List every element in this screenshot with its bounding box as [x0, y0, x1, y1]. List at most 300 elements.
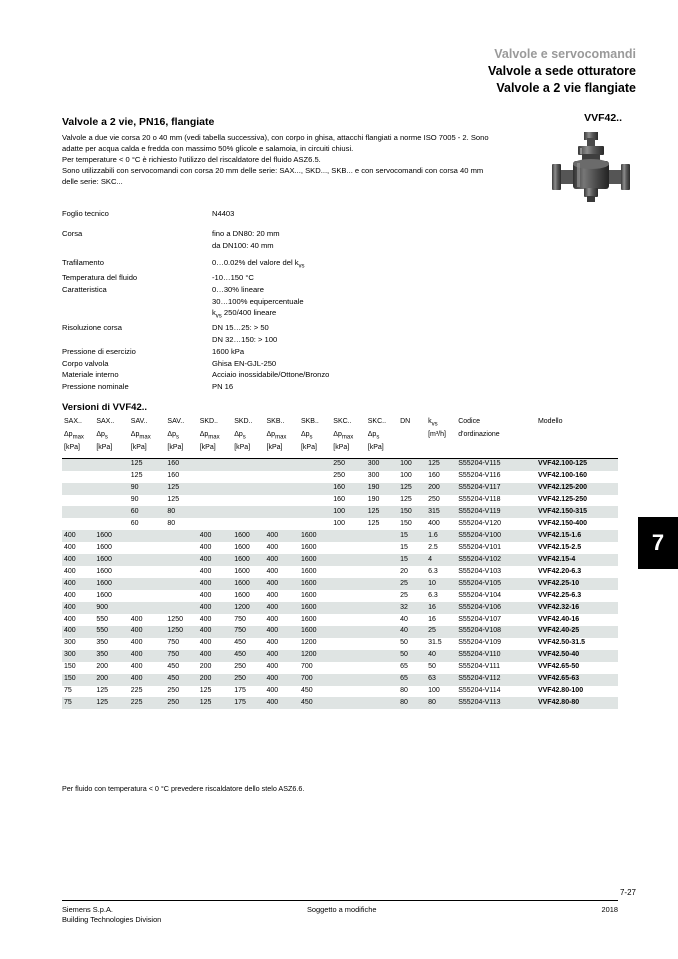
table-cell: 125 — [129, 458, 166, 470]
table-cell — [62, 495, 94, 507]
table-cell: 450 — [299, 697, 331, 709]
table-cell — [129, 554, 166, 566]
footer-year: 2018 — [601, 905, 618, 914]
table-cell: 400 — [130, 663, 143, 671]
table-cell: 100 — [400, 472, 412, 480]
col-sub-model — [536, 431, 618, 444]
table-cell: S55204-V110 — [456, 650, 536, 662]
table-cell: S55204-V103 — [458, 567, 502, 575]
table-cell: 75 — [64, 687, 72, 695]
table-cell — [366, 602, 398, 614]
col-unit-12 — [456, 444, 536, 455]
table-cell: 40 — [400, 615, 408, 623]
table-cell — [94, 471, 128, 483]
table-cell: 65 — [398, 674, 426, 686]
table-cell: 400 — [130, 615, 143, 623]
table-cell: S55204-V106 — [456, 602, 536, 614]
table-cell — [94, 458, 128, 470]
table-cell: 80 — [426, 697, 456, 709]
table-cell: 750 — [167, 639, 180, 647]
table-cell: 190 — [366, 483, 398, 495]
col-header-skb-dpmax-name: SKB.. — [266, 418, 285, 425]
section-title-row — [62, 112, 622, 130]
spec-value: fino a DN80: 20 mm — [212, 228, 280, 238]
table-cell — [366, 530, 398, 542]
col-unit-1: [kPa] — [96, 443, 113, 451]
table-cell: VVF42.25-6.3 — [537, 591, 582, 599]
col-header-code: Codice — [458, 418, 481, 425]
table-cell: 400 — [64, 543, 76, 551]
table-cell: 80 — [167, 520, 176, 527]
table-cell — [299, 506, 331, 518]
table-cell — [129, 590, 166, 602]
table-row — [62, 578, 618, 590]
table-row — [62, 530, 618, 542]
table-header-row-unit — [62, 444, 618, 455]
table-cell: 350 — [96, 639, 108, 647]
table-cell — [198, 495, 232, 507]
col-sub-skb-dpmax: $\Delta p_{max}$ — [266, 430, 287, 441]
spec-value: 30…100% equipercentuale — [212, 296, 304, 306]
table-cell: S55204-V120 — [458, 520, 502, 527]
table-cell: S55204-V119 — [456, 506, 536, 518]
spec-label: Pressione nominale — [62, 382, 129, 392]
table-cell — [331, 650, 365, 662]
table-cell: VVF42.100-125 — [536, 458, 618, 470]
table-cell — [265, 458, 299, 470]
col-sub-code: d'ordinazione — [458, 430, 500, 438]
table-cell — [265, 518, 299, 530]
table-cell: 1600 — [96, 591, 112, 599]
table-cell: 6.3 — [428, 591, 438, 599]
header-title: Valvole a 2 vie flangiate — [496, 80, 636, 95]
table-cell — [366, 554, 398, 566]
table-cell — [232, 483, 264, 495]
table-cell: 400 — [199, 543, 212, 551]
table-cell — [331, 614, 365, 626]
spec-value: PN 16 — [212, 382, 234, 392]
table-cell: 300 — [367, 472, 380, 480]
col-sub-skc-dpmax: $\Delta p_{max}$ — [333, 430, 354, 441]
table-cell: 200 — [94, 674, 128, 686]
table-header-row-symbol — [62, 431, 618, 444]
table-cell: S55204-V104 — [458, 591, 502, 599]
chapter-tab: 7 — [638, 517, 678, 569]
table-cell: 400 — [198, 626, 232, 638]
col-header-skd-dps-name: SKD.. — [234, 418, 253, 425]
header-category: Valvole e servocomandi — [494, 47, 636, 61]
col-sub-skd-dps: $\Delta p_s$ — [234, 430, 246, 441]
table-cell: 400 — [198, 578, 232, 590]
table-cell: VVF42.32-16 — [536, 602, 618, 614]
spec-label: Temperatura del fluido — [62, 273, 138, 283]
table-cell — [366, 662, 398, 674]
table-row — [62, 697, 618, 709]
table-cell: 1600 — [299, 554, 331, 566]
table-cell — [265, 471, 299, 483]
table-row — [62, 662, 618, 674]
table-cell: 100 — [398, 458, 426, 470]
table-cell — [331, 602, 365, 614]
table-cell: 175 — [234, 687, 246, 695]
table-cell: 160 — [167, 472, 180, 480]
table-cell — [94, 518, 128, 530]
table-cell — [94, 495, 128, 507]
table-cell: 700 — [299, 674, 331, 686]
table-cell — [331, 662, 365, 674]
spec-row — [62, 284, 532, 322]
table-cell — [265, 495, 299, 507]
table-cell: 225 — [129, 697, 166, 709]
table-cell — [299, 458, 331, 470]
table-cell — [165, 566, 197, 578]
table-cell — [165, 578, 197, 590]
col-header-skc-dps-name: SKC.. — [367, 418, 387, 425]
table-cell: 125 — [366, 506, 398, 518]
table-cell — [366, 674, 398, 686]
table-cell: 150 — [398, 506, 426, 518]
table-cell: VVF42.40-25 — [536, 626, 618, 638]
table-cell: 400 — [266, 567, 279, 575]
spec-value: Ghisa EN-GJL-250 — [212, 358, 277, 368]
table-cell: 50 — [400, 639, 408, 647]
table-cell: 1600 — [299, 626, 331, 638]
table-cell: 400 — [62, 626, 94, 638]
table-cell: 80 — [165, 506, 197, 518]
table-cell: 90 — [129, 483, 166, 495]
table-cell: 65 — [400, 663, 408, 671]
table-cell: 550 — [96, 615, 108, 623]
table-cell — [198, 518, 232, 530]
page-header — [488, 46, 636, 97]
table-cell: 1600 — [234, 543, 250, 551]
col-sub-sav-dps: $\Delta p_s$ — [167, 430, 179, 441]
table-cell: VVF42.65-63 — [536, 674, 618, 686]
table-cell: 31.5 — [428, 639, 442, 647]
table-cell — [366, 697, 398, 709]
spec-row — [62, 322, 532, 346]
table-cell — [62, 458, 94, 470]
table-cell: 25 — [398, 578, 426, 590]
table-cell: 125 — [96, 687, 108, 695]
table-cell: 450 — [300, 687, 313, 695]
table-cell: VVF42.15-2.5 — [537, 543, 582, 551]
spec-row — [62, 228, 532, 252]
table-cell: VVF42.20-6.3 — [537, 567, 582, 575]
table-cell: S55204-V112 — [456, 674, 536, 686]
table-cell: 25 — [400, 591, 408, 599]
table-cell: 400 — [199, 591, 212, 599]
table-cell: 125 — [198, 697, 232, 709]
table-cell — [232, 518, 264, 530]
table-cell: S55204-V102 — [456, 554, 536, 566]
table-cell: 400 — [266, 639, 279, 647]
table-cell: 400 — [64, 567, 76, 575]
table-cell: 400 — [199, 567, 212, 575]
table-cell: S55204-V101 — [458, 543, 502, 551]
table-cell: 15 — [400, 543, 408, 551]
table-cell: 400 — [266, 543, 279, 551]
table-cell: 450 — [165, 674, 197, 686]
table-cell: 400 — [265, 578, 299, 590]
col-header-sax-dps-name: SAX.. — [96, 418, 115, 425]
table-cell: 150 — [62, 674, 94, 686]
table-cell: 400 — [266, 687, 279, 695]
table-cell — [331, 530, 365, 542]
col-header-model: Modello — [537, 418, 563, 425]
table-cell: 400 — [266, 663, 279, 671]
table-cell: 400 — [62, 602, 94, 614]
table-cell: S55204-V107 — [458, 615, 502, 623]
table-cell: 1600 — [299, 578, 331, 590]
spec-value: da DN100: 40 mm — [212, 240, 274, 250]
table-cell: 400 — [198, 650, 232, 662]
table-cell — [299, 483, 331, 495]
table-cell: VVF42.100-160 — [537, 472, 587, 480]
table-cell: 1200 — [299, 650, 331, 662]
col-unit-6: [kPa] — [266, 443, 283, 451]
table-cell: 400 — [265, 650, 299, 662]
table-cell — [94, 506, 128, 518]
col-header-sax-dpmax-name: SAX.. — [64, 418, 82, 425]
table-cell — [331, 697, 365, 709]
table-cell: 160 — [428, 472, 440, 480]
spec-value: N4403 — [212, 209, 235, 218]
col-sub-sax-dps: $\Delta p_s$ — [96, 430, 108, 441]
intro-paragraph-2: Per temperature < 0 °C è richiesto l'utilizzo del riscaldatore del fluido ASZ6.5. — [62, 155, 321, 164]
table-cell: VVF42.50-40 — [536, 650, 618, 662]
table-cell: VVF42.50-31.5 — [537, 639, 586, 647]
table-cell: 125 — [130, 472, 143, 480]
table-cell: 400 — [428, 520, 440, 527]
table-cell: VVF42.80-100 — [537, 687, 584, 695]
table-cell: 125 — [426, 458, 456, 470]
spec-value: 0…0.02% del valore del $k_{vs}$ — [212, 258, 305, 270]
table-cell: 1600 — [234, 567, 250, 575]
spec-row — [62, 346, 532, 358]
table-cell: 50 — [398, 650, 426, 662]
table-cell — [366, 686, 398, 698]
col-header-skb-dps-name: SKB.. — [300, 418, 319, 425]
table-cell: 90 — [130, 496, 139, 504]
table-cell: VVF42.15-1.6 — [536, 530, 618, 542]
col-sub-dn — [398, 431, 426, 444]
table-header-row-name — [62, 418, 618, 431]
table-cell — [62, 483, 94, 495]
table-cell — [198, 506, 232, 518]
table-cell: 300 — [366, 458, 398, 470]
table-cell — [198, 483, 232, 495]
table-cell: 190 — [367, 496, 380, 504]
valve-product-image — [546, 130, 636, 210]
versions-table — [62, 418, 618, 709]
spec-label: Corpo valvola — [62, 358, 109, 368]
table-cell — [366, 578, 398, 590]
table-cell: 15 — [398, 530, 426, 542]
table-cell: 50 — [428, 663, 436, 671]
spec-label: Corsa — [62, 228, 83, 238]
table-cell — [165, 590, 197, 602]
footer-company-name: Siemens S.p.A. — [62, 905, 113, 914]
table-cell — [331, 674, 365, 686]
table-cell: 40 — [426, 650, 456, 662]
table-cell: 400 — [266, 615, 279, 623]
table-cell: 400 — [198, 602, 232, 614]
col-sub-skb-dps: $\Delta p_s$ — [300, 430, 313, 441]
table-cell: 1600 — [96, 567, 112, 575]
table-cell — [129, 566, 166, 578]
table-cell: S55204-V117 — [456, 483, 536, 495]
table-cell: 400 — [265, 697, 299, 709]
col-sub-skd-dpmax: $\Delta p_{max}$ — [199, 430, 220, 441]
col-unit-11 — [426, 444, 456, 455]
table-cell: 400 — [64, 591, 76, 599]
table-cell: 200 — [198, 674, 232, 686]
col-unit-8: [kPa] — [333, 443, 350, 451]
table-row — [62, 614, 618, 626]
table-cell: 250 — [333, 472, 345, 480]
table-cell: 250 — [167, 687, 180, 695]
spec-value: $k_{vs}$ 250/400 lineare — [212, 308, 277, 320]
table-cell: 160 — [333, 496, 345, 504]
table-cell: 1250 — [167, 615, 183, 623]
col-header-sav-dpmax-name: SAV.. — [130, 418, 148, 425]
intro-text — [62, 132, 492, 187]
table-cell — [198, 471, 232, 483]
table-footnote: Per fluido con temperatura < 0 °C prevedere riscaldatore dello stelo ASZ6.6. — [62, 784, 305, 793]
table-row — [62, 542, 618, 554]
table-cell: 160 — [331, 483, 365, 495]
table-cell — [299, 471, 331, 483]
table-cell: 40 — [398, 626, 426, 638]
table-cell: VVF42.15-4 — [536, 554, 618, 566]
table-cell: 1200 — [232, 602, 264, 614]
table-cell — [366, 626, 398, 638]
table-cell: 125 — [199, 687, 212, 695]
col-unit-3: [kPa] — [167, 443, 184, 451]
table-cell: 175 — [232, 697, 264, 709]
table-cell: VVF42.40-16 — [537, 615, 580, 623]
table-cell — [232, 458, 264, 470]
col-header-skd-dpmax-name: SKD.. — [199, 418, 219, 425]
table-cell — [165, 554, 197, 566]
table-cell: 225 — [130, 687, 143, 695]
table-cell: 450 — [234, 639, 246, 647]
table-cell: VVF42.65-50 — [537, 663, 580, 671]
table-cell: 550 — [94, 626, 128, 638]
table-cell: 400 — [62, 578, 94, 590]
col-sub-skc-dps: $\Delta p_s$ — [367, 430, 380, 441]
table-row — [62, 638, 618, 650]
table-row — [62, 626, 618, 638]
spec-row — [62, 208, 532, 220]
table-cell: 1.6 — [426, 530, 456, 542]
table-cell: 450 — [167, 663, 180, 671]
table-row — [62, 674, 618, 686]
table-cell: 1600 — [94, 530, 128, 542]
table-cell: 900 — [94, 602, 128, 614]
table-cell: VVF42.150-400 — [537, 520, 587, 527]
table-cell — [198, 458, 232, 470]
table-row — [62, 554, 618, 566]
spec-value: 0…30% lineare — [212, 284, 264, 294]
table-cell: 315 — [426, 506, 456, 518]
table-cell: 450 — [232, 650, 264, 662]
col-unit-10 — [398, 444, 426, 455]
table-cell: 125 — [167, 496, 180, 504]
footer-company — [62, 905, 161, 925]
table-cell — [165, 602, 197, 614]
table-cell: 4 — [426, 554, 456, 566]
table-cell: 16 — [426, 602, 456, 614]
intro-paragraph-3: Sono utilizzabili con servocomandi con corsa 20 mm delle serie: SAX..., SKD..., SKB... e con servocomandi con corsa 40 mm delle serie: SKC... — [62, 166, 484, 186]
table-cell — [232, 471, 264, 483]
table-cell — [366, 566, 398, 578]
table-cell: 250 — [234, 663, 246, 671]
table-row — [62, 483, 618, 495]
table-cell: VVF42.80-80 — [536, 697, 618, 709]
table-cell: S55204-V113 — [456, 697, 536, 709]
table-cell: 1600 — [94, 578, 128, 590]
table-cell — [232, 495, 264, 507]
table-cell: 125 — [165, 483, 197, 495]
table-header — [62, 418, 618, 458]
table-cell: 125 — [367, 520, 380, 527]
table-cell: 100 — [428, 687, 440, 695]
table-cell — [366, 638, 398, 650]
page-number: 7-27 — [619, 888, 636, 897]
table-cell: 250 — [232, 674, 264, 686]
spec-label: Materiale interno — [62, 370, 119, 380]
table-cell: S55204-V115 — [456, 458, 536, 470]
table-cell: 20 — [400, 567, 408, 575]
table-cell — [366, 614, 398, 626]
table-cell: 400 — [265, 530, 299, 542]
table-cell: S55204-V100 — [456, 530, 536, 542]
table-row — [62, 495, 618, 507]
spec-label: Foglio tecnico — [62, 209, 109, 218]
table-cell: S55204-V109 — [458, 639, 502, 647]
table-cell — [299, 495, 331, 507]
table-cell: 1600 — [300, 567, 317, 575]
col-header-kvs: $k_{vs}$ — [428, 418, 438, 428]
table-cell: 750 — [165, 650, 197, 662]
col-sub-kvs-unit: [m³/h] — [428, 430, 446, 438]
table-cell: 80 — [398, 697, 426, 709]
table-cell: 400 — [130, 639, 143, 647]
table-cell — [366, 542, 398, 554]
table-cell: 400 — [199, 639, 212, 647]
table-cell: VVF42.25-10 — [536, 578, 618, 590]
table-cell: 400 — [129, 626, 166, 638]
col-unit-0: [kPa] — [64, 443, 80, 451]
table-cell — [265, 483, 299, 495]
col-header-sav-dps-name: SAV.. — [167, 418, 185, 425]
table-body — [62, 458, 618, 709]
col-unit-2: [kPa] — [130, 443, 147, 451]
table-row — [62, 458, 618, 470]
table-cell: 250 — [165, 697, 197, 709]
spec-label: Caratteristica — [62, 284, 107, 294]
table-cell — [331, 638, 365, 650]
table-cell: 2.5 — [428, 543, 438, 551]
table-cell: 63 — [426, 674, 456, 686]
spec-label: Pressione di esercizio — [62, 346, 136, 356]
table-row — [62, 602, 618, 614]
table-cell: 350 — [94, 650, 128, 662]
table-cell: 1250 — [165, 626, 197, 638]
col-header-skc-dpmax-name: SKC.. — [333, 418, 352, 425]
